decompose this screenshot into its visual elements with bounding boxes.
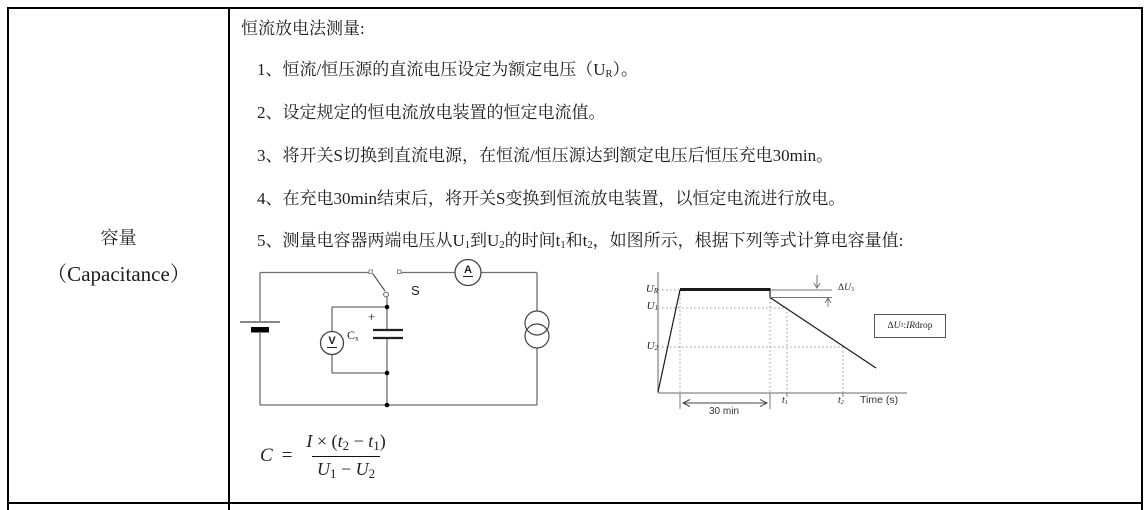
measurement-circuit-diagram	[235, 255, 565, 415]
voltage-time-graph	[620, 262, 960, 417]
current-source-icon	[525, 311, 549, 335]
table-column-divider	[228, 7, 230, 510]
formula-denominator: U1 − U2	[312, 456, 380, 482]
switch-label: S	[411, 283, 420, 298]
switch-lever	[373, 274, 385, 291]
delta-u-label: ΔU3	[838, 283, 854, 294]
step-3: 3、将开关S切换到直流电源，在恒流/恒压源达到额定电压后恒压充电30min。	[257, 146, 834, 165]
formula-numerator: I × (t2 − t1)	[306, 431, 386, 453]
step-5: 5、测量电容器两端电压从U1到U2的时间t1和t2，如图所示，根据下列等式计算电容量值:	[257, 231, 904, 251]
step-1: 1、恒流/恒压源的直流电压设定为额定电压（UR）。	[257, 60, 639, 80]
capacitance-formula	[260, 431, 391, 482]
formula-lhs: C	[260, 445, 273, 467]
method-heading: 恒流放电法测量:	[241, 19, 365, 38]
junction-dot	[385, 305, 390, 310]
step-4: 4、在充电30min结束后，将开关S变换到恒流放电装置，以恒定电流进行放电。	[257, 189, 846, 208]
y-label-ur: UR	[645, 283, 658, 296]
duration-label: 30 min	[708, 406, 739, 417]
discharge-segment	[770, 298, 876, 369]
x-label-t2: t2	[838, 395, 844, 407]
y-label-u1: U1	[646, 300, 658, 313]
y-label-u2: U2	[646, 340, 658, 353]
voltmeter-label: V	[328, 335, 336, 347]
switch-contact-left	[369, 270, 373, 274]
ir-drop-note-box: Δ U 3 : IR drop	[874, 314, 946, 338]
delta-u-reference-lines	[770, 275, 832, 307]
x-label-t1: t1	[782, 395, 788, 407]
formula-equals: =	[281, 445, 293, 467]
formula-fraction	[301, 431, 390, 482]
charge-ramp-segment	[658, 290, 680, 392]
junction-dot	[385, 371, 390, 376]
capacitor-plus-sign: +	[368, 309, 376, 324]
current-source-icon	[525, 324, 549, 348]
gridlines	[658, 290, 843, 393]
switch-pole	[384, 292, 389, 297]
row-title-english: （Capacitance）	[46, 262, 191, 286]
table-border-right	[1141, 7, 1143, 510]
step-2: 2、设定规定的恒电流放电装置的恒定电流值。	[257, 103, 606, 122]
capacitor-label: Cx	[347, 328, 359, 343]
time-axis-label: Time (s)	[860, 394, 899, 406]
row-header-cell	[9, 9, 228, 503]
switch-contact-right	[398, 270, 402, 274]
row-title-chinese: 容量	[100, 228, 137, 248]
ammeter-label: A	[464, 264, 472, 276]
battery-negative-plate	[251, 327, 269, 333]
junction-dot	[385, 403, 390, 408]
